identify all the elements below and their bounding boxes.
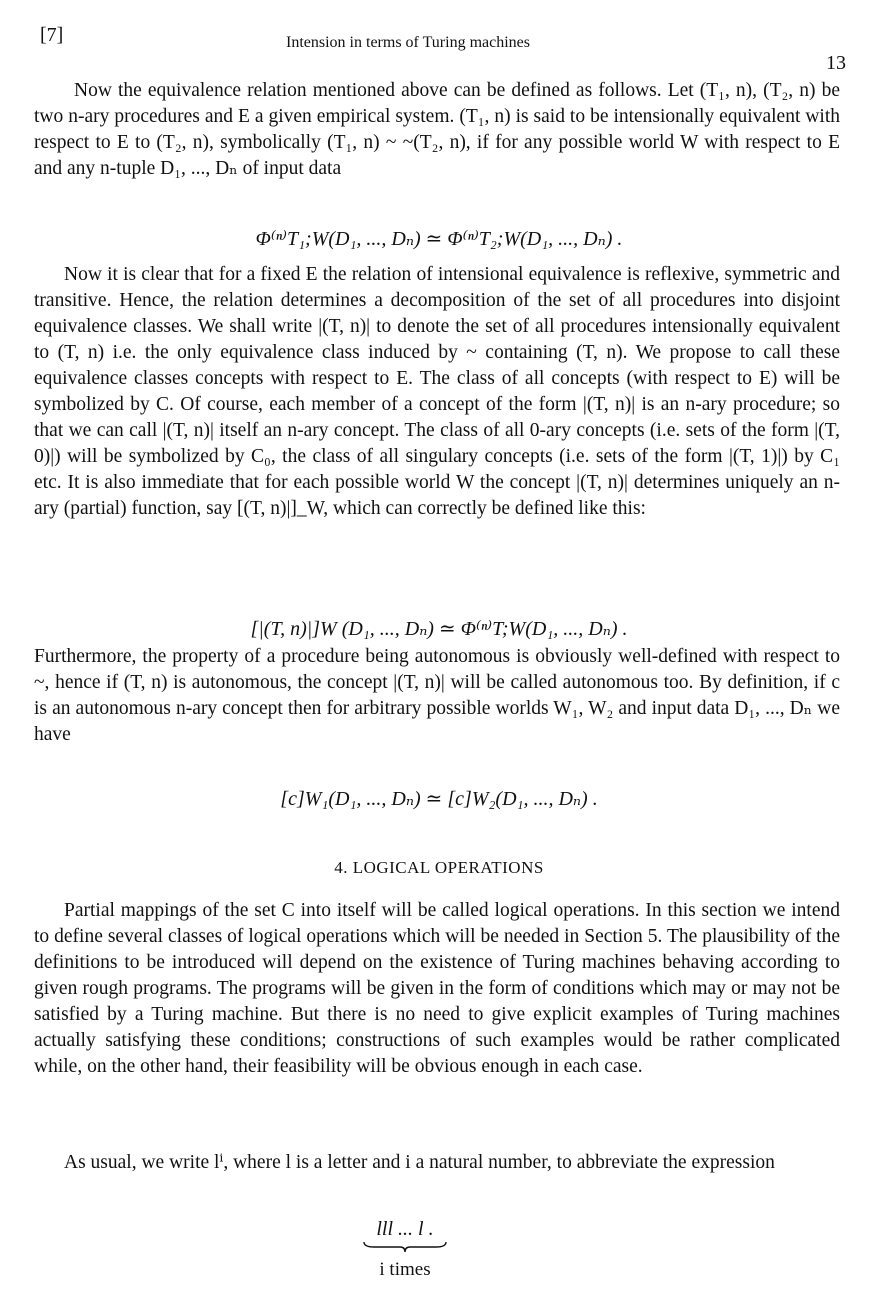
paragraph-abbreviation: As usual, we write lⁱ, where l is a letter and i a natural number, to abbreviate the expression: [64, 1152, 775, 1173]
section-number: [7]: [40, 24, 64, 46]
paragraph-autonomous: Furthermore, the property of a procedure being autonomous is obviously well-defined with respect to ~, hence if (T, n) is autonomous, the concept |(T, n)| will be called autonomous too. By definition, if c is an autonomous n-ary concept then for arbitrary possible worlds W₁, W₂ and input data D₁, ..., Dₙ we have: [34, 646, 840, 745]
underbrace-icon: [362, 1241, 448, 1253]
running-title: Intension in terms of Turing machines: [286, 34, 530, 51]
section-heading: 4. LOGICAL OPERATIONS: [334, 858, 544, 877]
paragraph-logical-operations: Partial mappings of the set C into itself will be called logical operations. In this section we intend to define several classes of logical operations which will be needed in Section 5. The plausibility of the definitions to be introduced will depend on the existence of Turing machines behaving according to given rough programs. The programs will be given in the form of conditions which may or may not be satisfied by a Turing machine. But there is no need to give explicit examples of Turing machines actually satisfying these conditions; constructions of such examples would be rather complicated while, on the other hand, their feasibility will be obvious enough in each case.: [34, 900, 840, 1077]
page-number: 13: [826, 52, 846, 74]
formula-intensional-equivalence: Φ⁽ⁿ⁾T₁;W(D₁, ..., Dₙ) ≃ Φ⁽ⁿ⁾T₂;W(D₁, ..., Dₙ) .: [255, 228, 623, 250]
paragraph-concepts: Now it is clear that for a fixed E the relation of intensional equivalence is reflexive, symmetric and transitive. Hence, the relation determines a decomposition of the set of all procedures into disjoint equivalence classes. We shall write |(T, n)| to denote the set of all procedures intensionally equivalent to (T, n) i.e. the only equivalence class induced by ~ containing (T, n). We propose to call these equivalence classes concepts with respect to E. The class of all concepts (with respect to E) will be symbolized by C. Of course, each member of a concept of the form |(T, n)| is an n-ary procedure; so that we can call |(T, n)| itself an n-ary concept. The class of all 0-ary concepts (i.e. sets of the form |(T, 0)|) will be symbolized by C₀, the class of all singulary concepts (i.e. sets of the form |(T, 1)|) by C₁ etc. It is also immediate that for each possible world W the concept |(T, n)| determines uniquely an n-ary (partial) function, say [(T, n)|]_W, which can correctly be defined like this:: [34, 264, 840, 519]
formula-concept-function: [|(T, n)|]W (D₁, ..., Dₙ) ≃ Φ⁽ⁿ⁾T;W(D₁, ..., Dₙ) .: [250, 618, 628, 640]
formula-autonomous-concept: [c]W₁(D₁, ..., Dₙ) ≃ [c]W₂(D₁, ..., Dₙ) .: [280, 788, 598, 810]
repeated-letter-expression: lll ... l .: [376, 1218, 434, 1240]
underbrace-expression: [360, 1218, 450, 1281]
paragraph-equivalence-definition: Now the equivalence relation mentioned above can be defined as follows. Let (T₁, n), (T₂, n) be two n-ary procedures and E a given empirical system. (T₁, n) is said to be intensionally equivalent with respect to E to (T₂, n), symbolically (T₁, n) ~ ~(T₂, n), if for any possible world W with respect to E and any n-tuple D₁, ..., Dₙ of input data: [34, 80, 840, 179]
underbrace-label: i times: [379, 1259, 431, 1280]
